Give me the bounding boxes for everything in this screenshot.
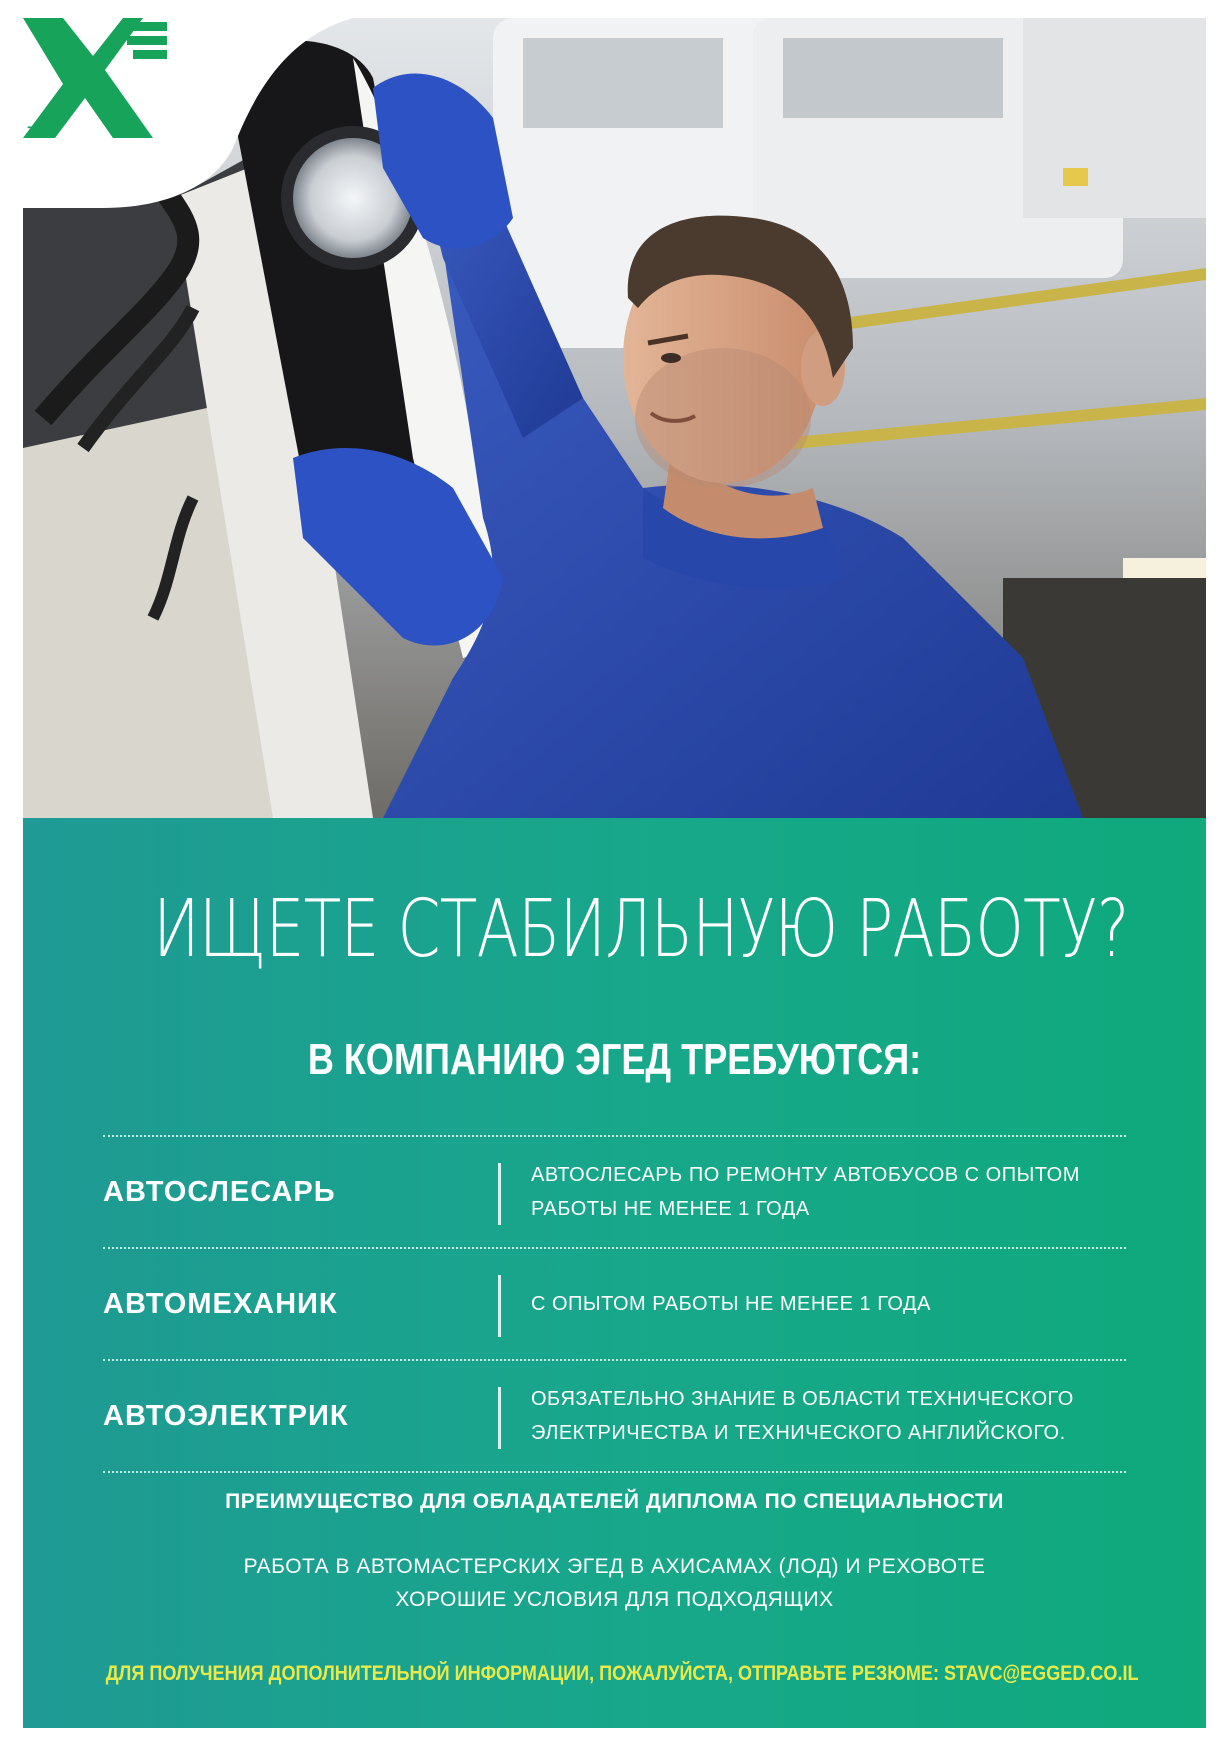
job-list [103,1135,1126,1473]
info-panel [23,818,1206,1728]
page-title: ИЩЕТЕ СТАБИЛЬНУЮ РАБОТУ? [153,883,1129,975]
job-description: С ОПЫТОМ РАБОТЫ НЕ МЕНЕЕ 1 ГОДА [531,1293,931,1315]
location-line: РАБОТА В АВТОМАСТЕРСКИХ ЭГЕД В АХИСАМАХ (ЛОД) И РЕХОВОТЕ [243,1555,986,1578]
job-description: ОБЯЗАТЕЛЬНО ЗНАНИЕ В ОБЛАСТИ ТЕХНИЧЕСКОГО ЭЛЕКТРИЧЕСТВА И ТЕХНИЧЕСКОГО АНГЛИЙСКОГО. [531,1388,1074,1444]
job-description: АВТОСЛЕСАРЬ ПО РЕМОНТУ АВТОБУСОВ С ОПЫТОМ РАБОТЫ НЕ МЕНЕЕ 1 ГОДА [531,1164,1080,1220]
logo-small-text: אגד [27,122,52,138]
location-info [23,1550,1206,1616]
job-title: АВТОЭЛЕКТРИК [103,1399,349,1432]
subheadline: В КОМПАНИЮ ЭГЕД ТРЕБУЮТСЯ: [307,1035,922,1084]
conditions-line: ХОРОШИЕ УСЛОВИЯ ДЛЯ ПОДХОДЯЩИХ [395,1588,834,1611]
advantage-note: ПРЕИМУЩЕСТВО ДЛЯ ОБЛАДАТЕЛЕЙ ДИПЛОМА ПО СПЕЦИАЛЬНОСТИ [225,1490,1004,1513]
contact-line[interactable]: ДЛЯ ПОЛУЧЕНИЯ ДОПОЛНИТЕЛЬНОЙ ИНФОРМАЦИИ, ПОЖАЛУЙСТА, ОТПРАВЬТЕ РЕЗЮМЕ: STAVC@EGGED.CO.IL [105,1662,1139,1685]
job-title: АВТОСЛЕСАРЬ [103,1175,336,1208]
job-poster [23,18,1206,1728]
job-row [103,1135,1126,1247]
egged-logo-icon [23,18,173,138]
divider [498,1275,501,1337]
divider [498,1387,501,1449]
mechanic-photo [23,18,1206,818]
divider [498,1163,501,1225]
job-row [103,1359,1126,1473]
job-row [103,1247,1126,1359]
job-title: АВТОМЕХАНИК [103,1287,338,1320]
